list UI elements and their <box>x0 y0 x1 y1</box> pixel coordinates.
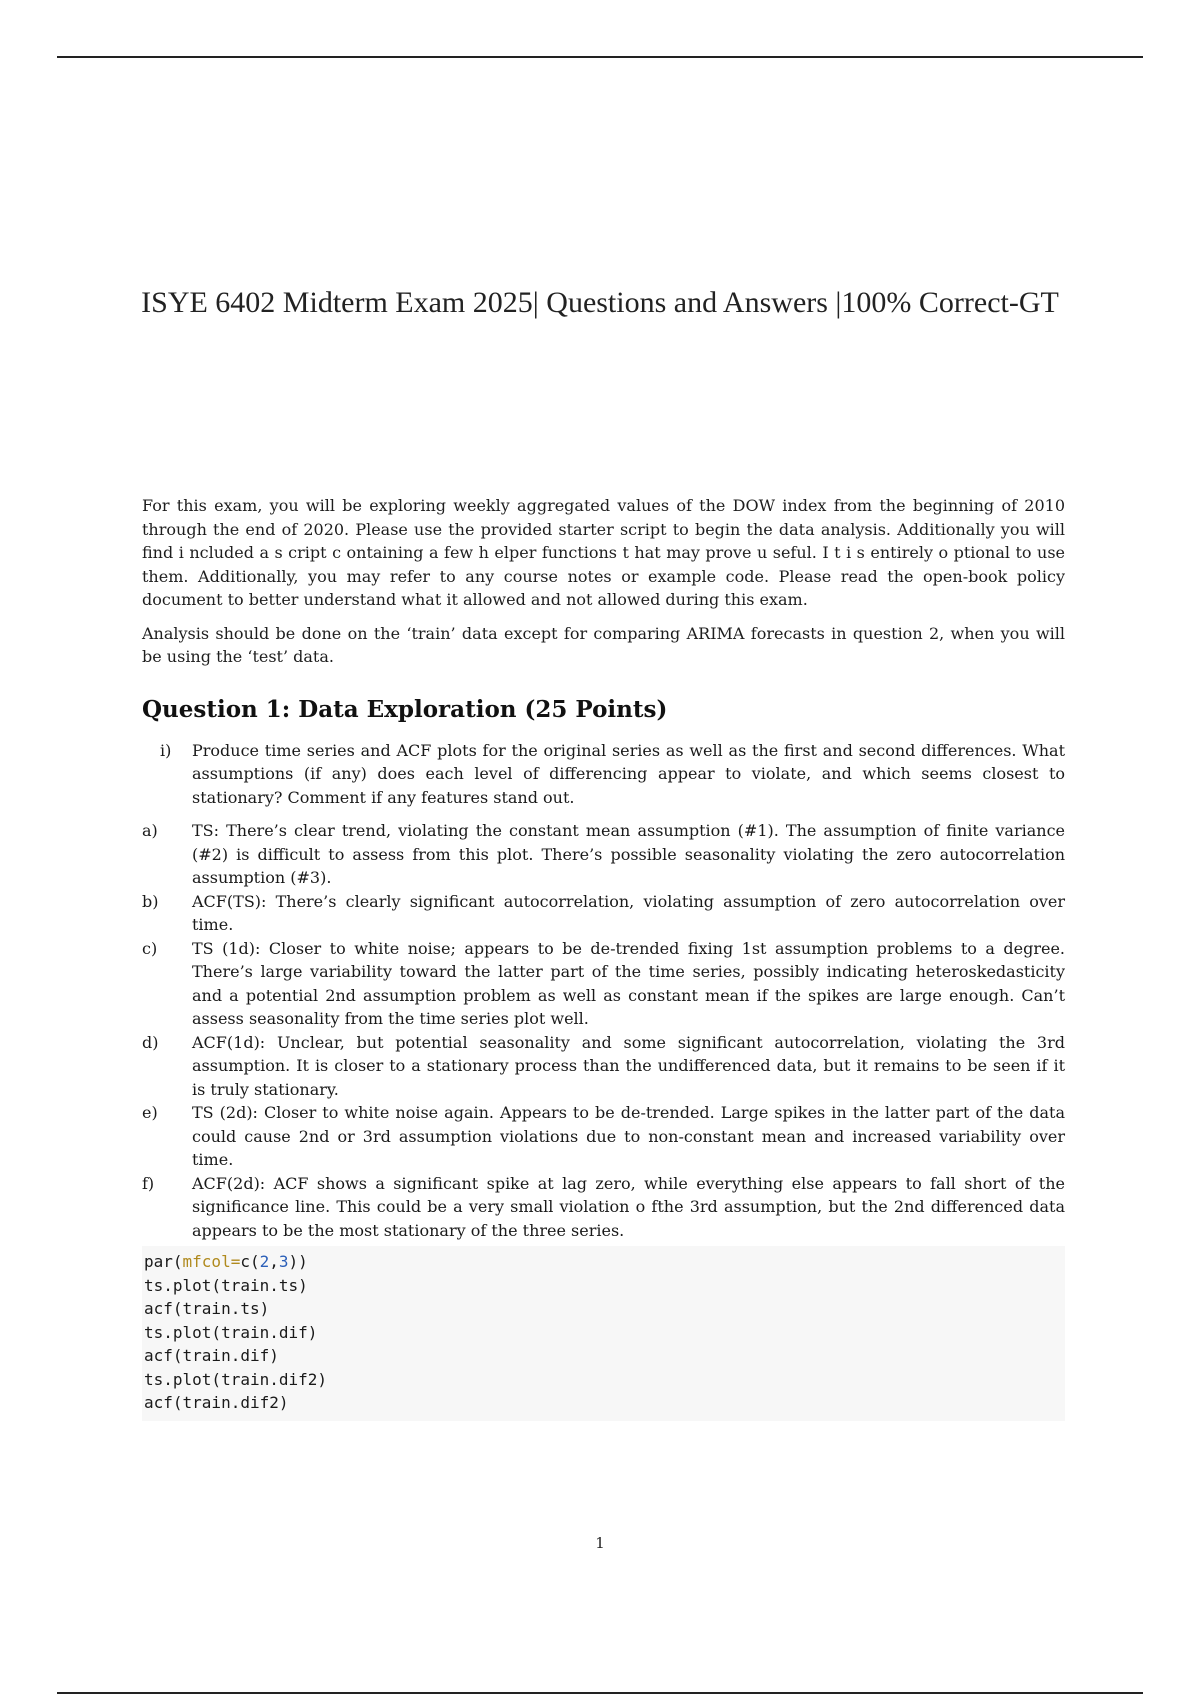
answer-marker: b) <box>142 891 159 911</box>
code-line: ts.plot(train.dif2) <box>144 1369 328 1389</box>
answer-item-e <box>142 1101 1065 1172</box>
code-line: acf(train.dif) <box>144 1346 279 1365</box>
intro-paragraph-1: For this exam, you will be exploring weekly aggregated values of the DOW index from the beginning of 2010 through the end of 2020. Please use the provided starter script to begin the data analysis. Additionally you will find i ncluded a s cript c ontaining a few h elper functions t hat may prove u seful. I t i s entirely o ptional to use them. Additionally, you may refer to any course notes or example code. Please read the open-book policy document to better understand what it allowed and not allowed during this exam. <box>142 496 1065 609</box>
answer-text: ACF(TS): There’s clearly significant autocorrelation, violating assumption of zero autocorrelation over time. <box>192 891 1065 934</box>
code-token: , <box>269 1252 279 1271</box>
answer-text: TS (1d): Closer to white noise; appears to be de-trended fixing 1st assumption problems to a degree. There’s large variability toward the latter part of the time series, possibly indicating heteroskedasticity and a potential 2nd assumption problem as well as constant mean if the spikes are large enough. Can’t assess seasonality from the time series plot well. <box>192 938 1065 1028</box>
top-rule <box>57 56 1143 58</box>
code-line: ts.plot(train.ts) <box>144 1275 308 1295</box>
r-code-block <box>142 1246 1065 1421</box>
prompt-text: Produce time series and ACF plots for the original series as well as the first and second differences. What assumptions (if any) does each level of differencing appear to violate, and which seems closest to stationary? Comment if any features stand out. <box>192 740 1065 807</box>
page-number: 1 <box>595 1534 605 1552</box>
question-1-heading: Question 1: Data Exploration (25 Points) <box>142 695 668 723</box>
answer-text: ACF(1d): Unclear, but potential seasonality and some significant autocorrelation, violating the 3rd assumption. It is closer to a stationary process than the undifferenced data, but it remains to be seen if it is truly stationary. <box>192 1032 1065 1099</box>
answer-item-a <box>142 819 1065 890</box>
code-token: )) <box>288 1252 308 1271</box>
question-1-prompt-list <box>142 739 1065 810</box>
code-argument-name: mfcol= <box>182 1252 241 1271</box>
code-line: ts.plot(train.dif) <box>144 1322 318 1342</box>
code-token: par( <box>144 1252 183 1271</box>
answer-item-c <box>142 937 1065 1031</box>
answer-item-f <box>142 1172 1065 1243</box>
answer-text: TS (2d): Closer to white noise again. Appears to be de-trended. Large spikes in the latter part of the data could cause 2nd or 3rd assumption violations due to non-constant mean and increased variability over time. <box>192 1103 1065 1169</box>
answer-marker: e) <box>142 1103 158 1122</box>
document-title: ISYE 6402 Midterm Exam 2025| Questions and Answers |100% Correct-GT <box>141 286 1059 319</box>
answer-text: ACF(2d): ACF shows a significant spike at lag zero, while everything else appears to fall short of the significance line. This could be a very small violation o fthe 3rd assumption, but the 2nd differenced data appears to be the most stationary of the three series. <box>192 1173 1065 1240</box>
code-line: acf(train.ts) <box>144 1299 270 1318</box>
code-line: acf(train.dif2) <box>144 1393 289 1412</box>
code-line <box>144 1250 1065 1274</box>
code-token: c( <box>240 1252 260 1271</box>
answer-item-b <box>142 890 1065 937</box>
prompt-marker: i) <box>160 740 172 760</box>
answer-marker: d) <box>142 1032 159 1052</box>
bottom-rule <box>57 1692 1143 1694</box>
code-number: 3 <box>278 1252 289 1271</box>
answer-text: TS: There’s clear trend, violating the constant mean assumption (#1). The assumption of finite variance (#2) is difficult to assess from this plot. There’s possible seasonality violating the zero autocorrelation assumption (#3). <box>192 821 1065 887</box>
answer-item-d <box>142 1031 1065 1102</box>
document-body <box>142 494 1065 1421</box>
answer-list <box>142 819 1065 1242</box>
answer-marker: a) <box>142 821 158 840</box>
intro-paragraph-2: Analysis should be done on the ‘train’ data except for comparing ARIMA forecasts in question 2, when you will be using the ‘test’ data. <box>142 623 1065 666</box>
code-number: 2 <box>259 1252 270 1271</box>
answer-marker: f) <box>142 1173 155 1193</box>
answer-marker: c) <box>142 938 158 958</box>
question-1-prompt <box>142 739 1065 810</box>
